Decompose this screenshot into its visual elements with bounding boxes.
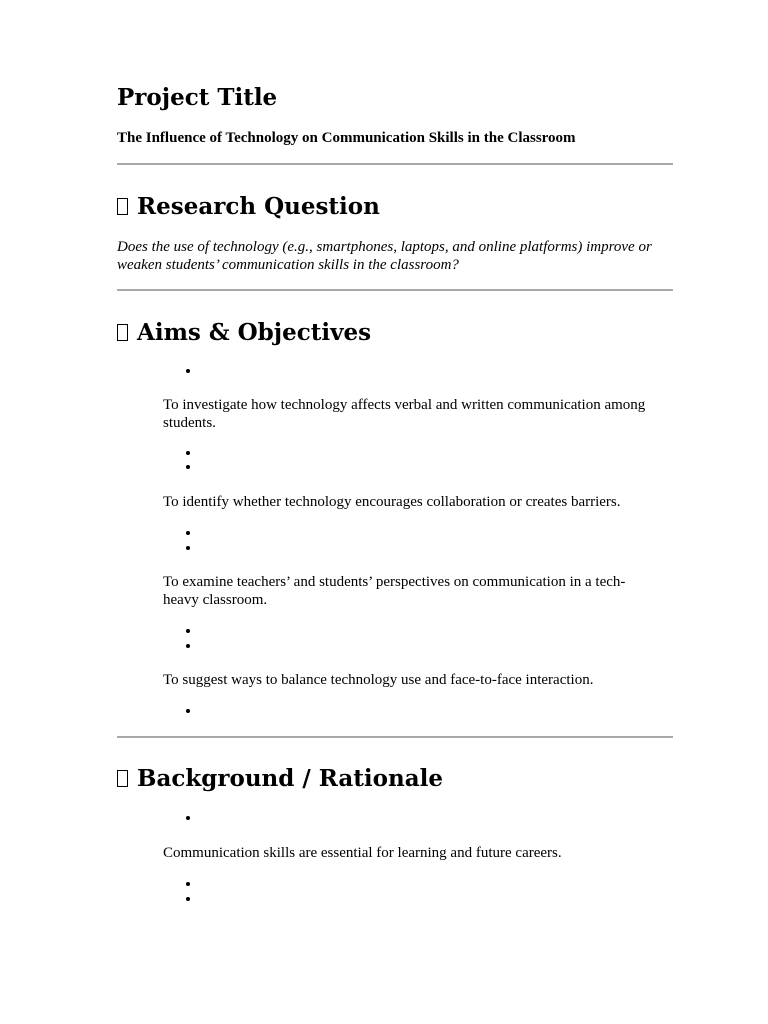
aims-heading bbox=[117, 319, 371, 346]
divider bbox=[117, 736, 673, 738]
aims-item: To suggest ways to balance technology use and face-to-face interaction. bbox=[163, 672, 594, 688]
project-title-heading: Project Title bbox=[117, 84, 278, 111]
project-title: The Influence of Technology on Communication Skills in the Classroom bbox=[117, 130, 576, 146]
research-question-heading bbox=[117, 193, 380, 220]
bullet-icon bbox=[186, 897, 190, 901]
missing-glyph-icon bbox=[117, 324, 128, 341]
divider bbox=[117, 163, 673, 165]
background-heading-text: Background / Rationale bbox=[137, 765, 444, 792]
aims-heading-text: Aims & Objectives bbox=[137, 319, 372, 346]
research-question-heading-text: Research Question bbox=[137, 193, 380, 220]
research-question-text: Does the use of technology (e.g., smartphones, laptops, and online platforms) improve or weaken students’ communication skills in the classroom? bbox=[117, 239, 652, 273]
divider bbox=[117, 289, 673, 291]
bullet-icon bbox=[186, 451, 190, 455]
bullet-icon bbox=[186, 531, 190, 535]
bullet-icon bbox=[186, 816, 190, 820]
aims-item: To examine teachers’ and students’ perspectives on communication in a tech-heavy classroom. bbox=[163, 574, 626, 608]
missing-glyph-icon bbox=[117, 770, 128, 787]
bullet-icon bbox=[186, 369, 190, 373]
bullet-icon bbox=[186, 546, 190, 550]
bullet-icon bbox=[186, 644, 190, 648]
bullet-icon bbox=[186, 465, 190, 469]
bullet-icon bbox=[186, 629, 190, 633]
bullet-icon bbox=[186, 882, 190, 886]
background-heading bbox=[117, 765, 443, 792]
missing-glyph-icon bbox=[117, 198, 128, 215]
background-item: Communication skills are essential for learning and future careers. bbox=[163, 845, 562, 861]
aims-item: To investigate how technology affects verbal and written communication among students. bbox=[163, 397, 646, 431]
bullet-icon bbox=[186, 709, 190, 713]
aims-item: To identify whether technology encourages collaboration or creates barriers. bbox=[163, 494, 621, 510]
